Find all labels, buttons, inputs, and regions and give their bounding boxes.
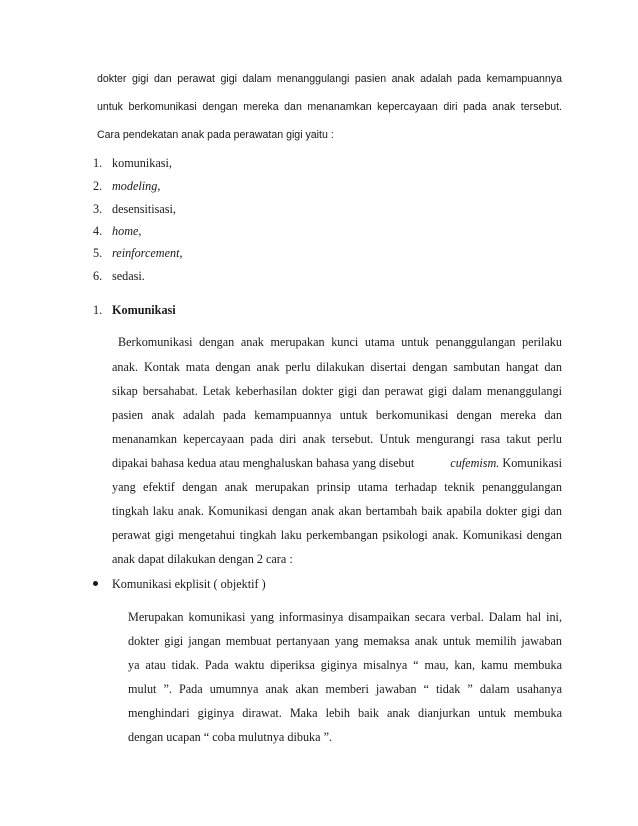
- section-line-10: anak dapat dilakukan dengan 2 cara :: [112, 552, 293, 566]
- section-line-3: sikap bersahabat. Letak keberhasilan dokter gigi dan perawat gigi dalam menanggulangi: [112, 384, 562, 398]
- section-title: Komunikasi: [112, 303, 176, 317]
- subsection-title: Komunikasi ekplisit ( objektif ): [112, 577, 266, 591]
- section-line-2: anak. Kontak mata dengan anak perlu dilakukan disertai dengan sambutan hangat dan: [112, 360, 562, 374]
- list-label: desensitisasi,: [112, 202, 176, 216]
- section-line-4: pasien anak adalah pada kemampuannya untuk berkomunikasi dengan mereka dan: [112, 408, 562, 422]
- list-number: 1.: [93, 156, 103, 170]
- section-line-6-end: [450, 456, 562, 470]
- subsection-line-3: ya atau tidak. Pada waktu diperiksa giginya misalnya “ mau, kan, kamu membuka: [128, 658, 562, 672]
- section-number: 1.: [93, 303, 103, 317]
- list-item: [93, 224, 142, 238]
- euphemism-term: cufemism.: [450, 456, 500, 470]
- list-number: 6.: [93, 269, 103, 283]
- subsection-line-4: mulut ”. Pada umumnya anak akan memberi jawaban “ tidak ” dalam usahanya: [128, 682, 562, 696]
- bullet-icon: [93, 581, 98, 586]
- section-line-6: [112, 456, 562, 470]
- section-heading: [93, 303, 176, 317]
- list-label: sedasi.: [112, 269, 145, 283]
- list-number: 3.: [93, 202, 103, 216]
- list-number: 5.: [93, 246, 103, 260]
- list-item: [93, 269, 145, 283]
- section-line-8: tingkah laku anak. Komunikasi dengan anak akan bertambah baik apabila dokter gigi dan: [112, 504, 562, 518]
- subsection-line-6: dengan ucapan “ coba mulutnya dibuka ”.: [128, 730, 333, 744]
- list-label: modeling,: [112, 179, 161, 193]
- list-item: [93, 246, 183, 260]
- list-label: home,: [112, 224, 142, 238]
- list-item: [93, 156, 172, 170]
- list-label: reinforcement,: [112, 246, 183, 260]
- section-line-9: perawat gigi mengetahui tingkah laku perkembangan psikologi anak. Komunikasi dengan: [112, 528, 562, 542]
- intro-line-3: Cara pendekatan anak pada perawatan gigi yaitu :: [97, 129, 334, 141]
- list-item: [93, 202, 176, 216]
- section-line-5: menanamkan kepercayaan pada diri anak tersebut. Untuk mengurangi rasa takut perlu: [112, 432, 562, 446]
- section-line-6-tail: Komunikasi: [502, 456, 562, 470]
- section-line-1: Berkomunikasi dengan anak merupakan kunci utama untuk penanggulangan perilaku: [118, 335, 562, 349]
- section-line-6-text: dipakai bahasa kedua atau menghaluskan bahasa yang disebut: [112, 456, 415, 470]
- list-item: [93, 179, 161, 193]
- list-number: 4.: [93, 224, 103, 238]
- intro-line-2: untuk berkomunikasi dengan mereka dan menanamkan kepercayaan diri pada anak tersebut.: [97, 101, 562, 113]
- subsection-line-5: menghindari giginya dirawat. Maka lebih baik anak dianjurkan untuk membuka: [128, 706, 562, 720]
- list-label: komunikasi,: [112, 156, 172, 170]
- subsection-line-2: dokter gigi jangan membuat pertanyaan yang memaksa anak untuk memilih jawaban: [128, 634, 562, 648]
- list-number: 2.: [93, 179, 103, 193]
- intro-line-1: dokter gigi dan perawat gigi dalam menanggulangi pasien anak adalah pada kemampuannya: [97, 73, 562, 85]
- subsection-line-1: Merupakan komunikasi yang informasinya disampaikan secara verbal. Dalam hal ini,: [128, 610, 562, 624]
- section-line-7: yang efektif dengan anak merupakan prinsip utama terhadap teknik penanggulangan: [112, 480, 562, 494]
